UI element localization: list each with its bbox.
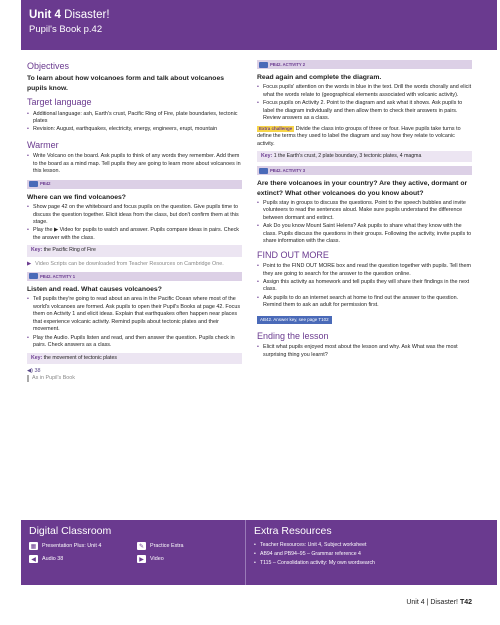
practice-icon: ✎ xyxy=(138,543,145,550)
video-note: ▶ Video Scripts can be downloaded from Teacher Resources on Cambridge One. xyxy=(27,260,224,267)
volcanoes-list xyxy=(27,204,242,242)
practice-extra: ✎ Practice Extra xyxy=(138,543,184,550)
extra-resource-item: • Teacher Resources: Unit 4, Subject worksheet xyxy=(254,542,488,548)
speaker-icon: ◀ xyxy=(29,555,38,563)
volcanoes-key: Key: the Pacific Ring of Fire xyxy=(27,245,242,256)
activity3-item: • Pupils stay in groups to discuss the questions. Point to the speech bubbles and invite volunteers to read the sentences aloud. Make sure pupils understand the difference between dormant and extinct. xyxy=(257,200,472,222)
ending-heading: Ending the lesson xyxy=(257,330,329,341)
activity1-item: • Tell pupils they're going to read about an area in the Pacific Ocean where most of the world's volcanoes are formed. Ask pupils to open their Pupil's Books at page 42. Focus them on Activity 1 and elicit ideas. Explain that earthquakes often happen near places that experience volcanic activity. Remind pupils about tectonic plates and their movement. xyxy=(27,296,242,333)
video-icon: ▶ xyxy=(27,260,32,267)
findout-item: • Ask pupils to do an internet search at home to find out the answer to the question. Remind them to ask an adult for permission first. xyxy=(257,295,472,310)
resources-footer xyxy=(21,520,497,585)
digital-classroom-heading: Digital Classroom xyxy=(29,525,112,537)
activity1-bar: PB42. ACTIVITY 1 xyxy=(27,272,242,281)
activity1-list xyxy=(27,296,242,349)
ending-item: • Elicit what pupils enjoyed most about the lesson and why. Ask What was the most surprising thing you learnt? xyxy=(257,344,472,359)
book-icon xyxy=(29,181,38,187)
warmer-heading: Warmer xyxy=(27,139,59,150)
activity2-heading: Read again and complete the diagram. xyxy=(257,74,382,81)
activity2-bar: PB42. ACTIVITY 2 xyxy=(257,60,472,69)
left-column xyxy=(27,60,242,383)
activity3-item: • Ask Do you know Mount Saint Helens? Ask pupils to share what they know with the class. Pupils discuss the questions in their groups. Following the activity, invite pupils to share information with the class. xyxy=(257,223,472,245)
extra-resource-item: • AB94 and PB94–95 – Grammar reference 4 xyxy=(254,551,488,557)
target-item: • Additional language: ash, Earth's crust, Pacific Ring of Fire, plate boundaries, tectonic plates xyxy=(27,111,242,126)
book-icon xyxy=(29,273,38,279)
activity2-item: • Focus pupils' attention on the words in blue in the text. Drill the words chorally and elicit what the words relate to (geographical elements associated with volcanic activity). xyxy=(257,84,472,99)
activity1-item: • Play the Audio. Pupils listen and read, and then answer the question. Pupils check in pairs. Check answers as a class. xyxy=(27,335,242,350)
warmer-item: • Write Volcano on the board. Ask pupils to think of any words they remember. Add them to the board as a mind map. Tell pupils they are going to learn more about volcanoes in this lesson. xyxy=(27,153,242,175)
findout-item: • Point to the FIND OUT MORE box and read the question together with pupils. Tell them they are going to search for the answer to the question online. xyxy=(257,263,472,278)
page-reference: Pupil's Book p.42 xyxy=(29,24,103,35)
target-language-heading: Target language xyxy=(27,97,92,108)
audio-reference: As in Pupil's Book xyxy=(27,375,242,382)
speaker-icon: ◀) xyxy=(27,367,33,374)
target-language-list xyxy=(27,111,242,134)
audio-track: ◀) 38 xyxy=(27,367,41,374)
activity2-list xyxy=(257,84,472,122)
activity2-item: • Focus pupils on Activity 2. Point to the diagram and ask what it shows. Ask pupils to label the diagram individually and then allow them to check their answers in pairs. Review answers as a class. xyxy=(257,100,472,122)
page-footer: Unit 4 | Disaster! T42 xyxy=(406,599,472,606)
right-column xyxy=(257,60,472,362)
book-icon xyxy=(259,168,268,174)
extra-challenge: Extra challenge Divide the class into groups of three or four. Have pupils take turns to define the terms they used to label the diagram and say how they relate to volcanic activity. xyxy=(257,125,461,147)
extra-resources xyxy=(246,520,496,585)
activity3-bar: PB42. ACTIVITY 3 xyxy=(257,166,472,175)
pb42-bar: PB42 xyxy=(27,180,242,189)
extra-resource-item: • T115 – Consolidation activity: My own wordsearch xyxy=(254,560,488,566)
findout-item: • Assign this activity as homework and tell pupils they will share their findings in the next class. xyxy=(257,279,472,294)
volcanoes-item: • Show page 42 on the whiteboard and focus pupils on the question. Give pupils time to discuss the question together. Elicit ideas from the class, but don't confirm them at this stage. xyxy=(27,204,242,226)
audio-resource: ◀ Audio 38 xyxy=(29,555,129,563)
activity2-key: Key: 1 the Earth's crust, 2 plate boundary, 3 tectonic plates, 4 magma xyxy=(257,151,472,162)
unit-title: Unit 4 Disaster! xyxy=(29,9,110,21)
activity1-heading: Listen and read. What causes volcanoes? xyxy=(27,285,162,293)
presentation-icon: ▦ xyxy=(30,543,37,550)
volcanoes-item: • Play the ▶ Video for pupils to watch and answer. Pupils compare ideas in pairs. Check the answer with the class. xyxy=(27,227,242,242)
presentation-plus: ▦ Presentation Plus: Unit 4 xyxy=(30,543,102,550)
play-icon: ▶ xyxy=(137,555,146,563)
ending-list xyxy=(257,344,472,359)
objectives-text: To learn about how volcanoes form and talk about volcanoes pupils know. xyxy=(27,75,225,92)
digital-classroom xyxy=(21,520,246,585)
book-icon xyxy=(259,62,268,68)
findout-heading: FIND OUT MORE xyxy=(257,249,329,260)
page-header xyxy=(21,0,497,50)
volcanoes-heading: Where can we find volcanoes? xyxy=(27,193,126,201)
target-item: • Revision: August, earthquakes, electricity, energy, engineers, erupt, mountain xyxy=(27,126,242,133)
answer-key-badge: AB42. Answer key, see page T102 xyxy=(257,316,332,324)
activity3-list xyxy=(257,200,472,246)
extra-resources-heading: Extra Resources xyxy=(254,525,332,537)
video-resource: ▶ Video xyxy=(137,555,237,563)
findout-list xyxy=(257,263,472,310)
warmer-list xyxy=(27,153,242,175)
activity3-heading: Are there volcanoes in your country? Are they active, dormant or extinct? What other volcanoes do you know about? xyxy=(257,180,468,197)
activity1-key: Key: the movement of tectonic plates xyxy=(27,353,242,364)
objectives-heading: Objectives xyxy=(27,61,70,71)
